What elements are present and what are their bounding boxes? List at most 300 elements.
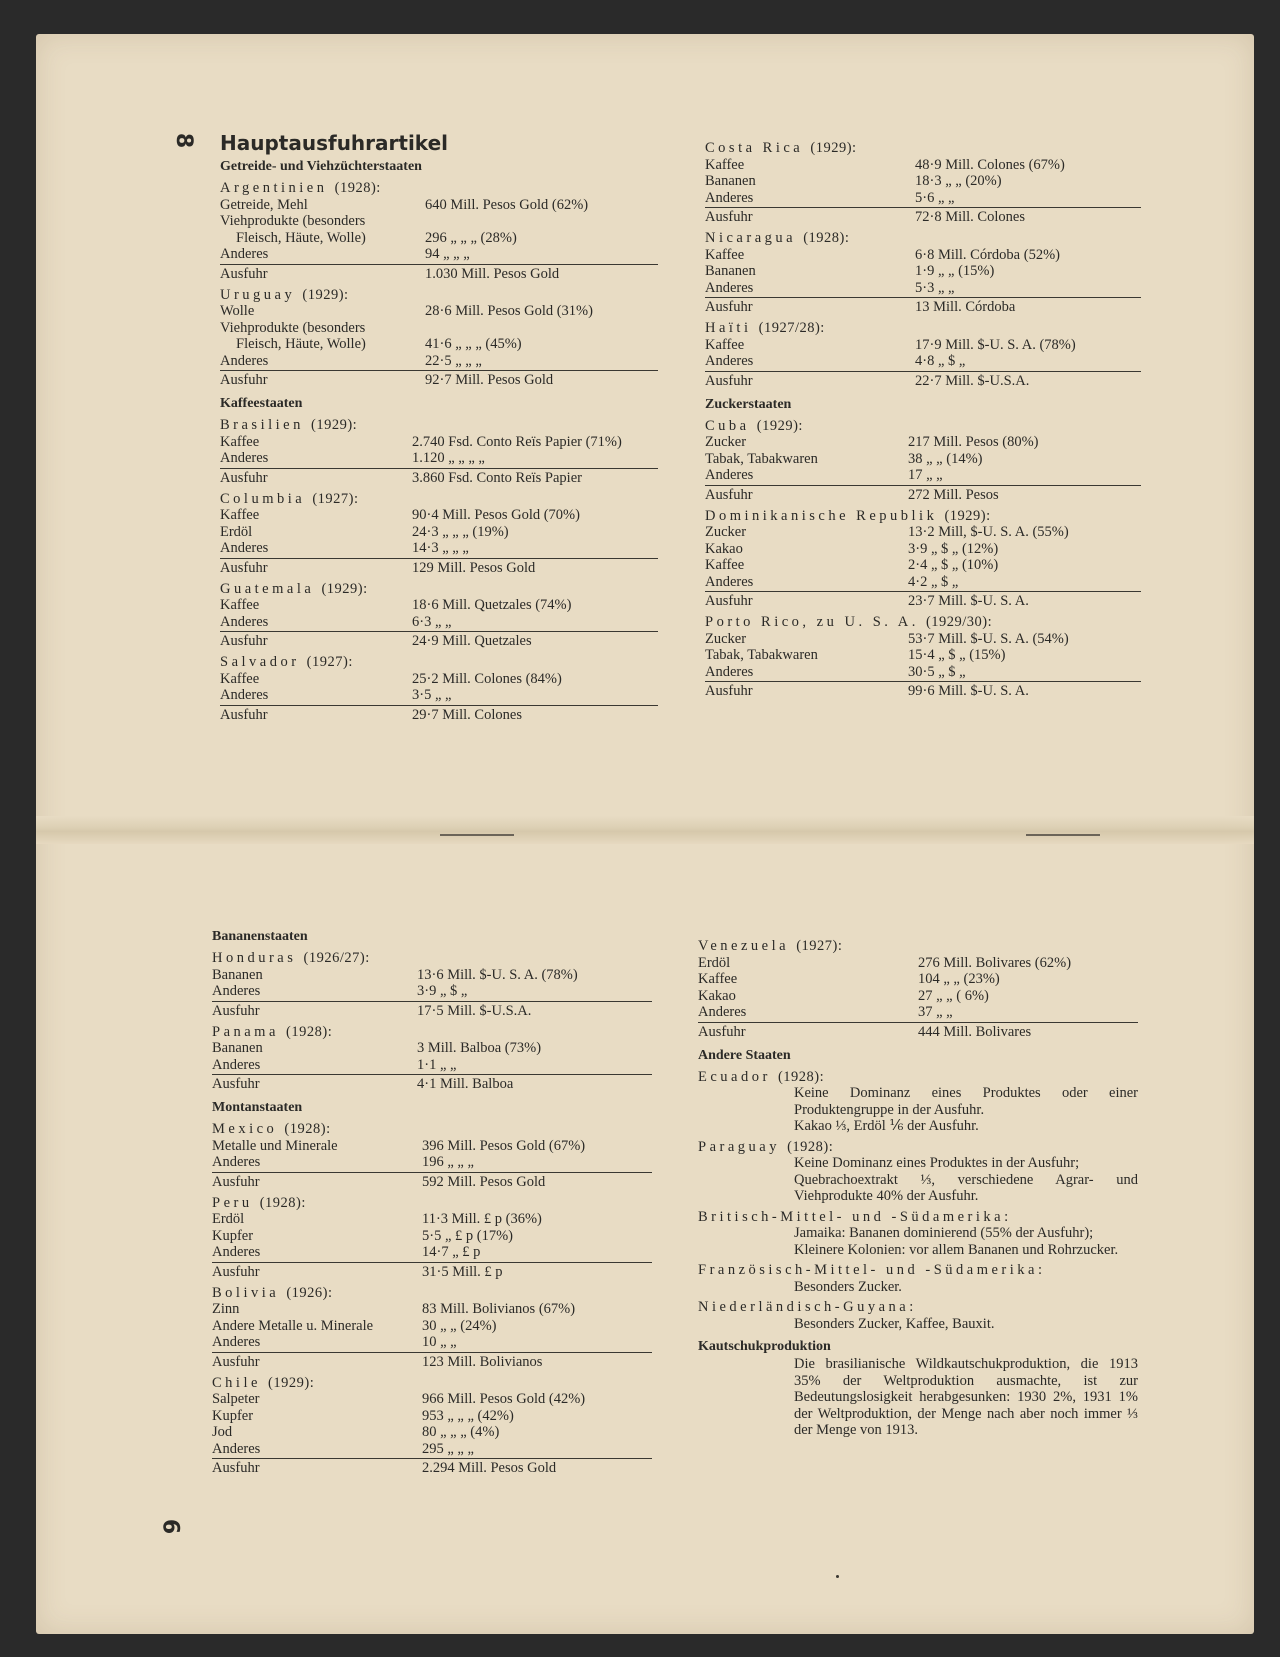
product-label: Anderes <box>705 353 754 369</box>
country-block <box>212 1195 652 1281</box>
export-total-value: 23·7 Mill. $-U. S. A. <box>908 593 1029 609</box>
country-block <box>705 140 1141 226</box>
export-total-row <box>705 591 1141 610</box>
country-block <box>705 614 1141 700</box>
product-value: 48·9 Mill. Colones (67%) <box>915 156 1065 173</box>
product-label: Metalle und Minerale <box>212 1137 338 1154</box>
product-value: 296 „ „ „ (28%) <box>425 229 517 246</box>
product-label: Anderes <box>705 189 754 206</box>
product-value: 3 Mill. Balboa (73%) <box>417 1040 542 1056</box>
product-value: 30 „ „ (24%) <box>422 1317 497 1334</box>
country-name <box>212 1121 652 1138</box>
country-block <box>705 418 1141 504</box>
country-year: (1928): <box>286 1023 333 1040</box>
product-label: Salpeter <box>212 1391 260 1407</box>
product-row <box>220 614 658 631</box>
country-name <box>212 950 652 967</box>
product-label: Anderes <box>212 983 261 999</box>
product-row <box>705 467 1141 484</box>
export-total-row <box>220 631 658 650</box>
product-value: 2.740 Fsd. Conto Reïs Papier (71%) <box>412 433 622 450</box>
export-total-row <box>212 1001 652 1020</box>
other-country-label: Ecuador <box>698 1068 771 1085</box>
product-label: Bananen <box>705 173 756 189</box>
product-label: Anderes <box>220 246 269 262</box>
product-value: 24·3 „ „ „ (19%) <box>412 523 509 540</box>
country-name <box>220 654 658 671</box>
section-heading-other-states: Andere Staaten <box>698 1047 791 1063</box>
product-value: 396 Mill. Pesos Gold (67%) <box>422 1137 586 1154</box>
product-label: Anderes <box>698 1004 747 1020</box>
other-country-name <box>698 1299 1138 1316</box>
product-label: Anderes <box>212 1154 261 1170</box>
product-row <box>212 1138 652 1155</box>
country-block <box>220 417 658 487</box>
product-row <box>705 157 1141 174</box>
product-label: Anderes <box>705 573 754 590</box>
country-label: Porto Rico, zu U. S. A. <box>705 614 919 630</box>
country-name <box>220 417 658 434</box>
product-row <box>220 524 658 541</box>
other-country-note: Quebrachoextrakt ⅓, verschiedene Agrar- und Viehprodukte 40% der Ausfuhr. <box>794 1171 1138 1204</box>
product-value: 5·3 „ „ <box>915 279 955 296</box>
country-label: Haïti <box>705 320 752 336</box>
country-year: (1928): <box>284 1121 331 1137</box>
product-row <box>705 190 1141 207</box>
country-label: Guatemala <box>220 580 315 597</box>
product-value: 17·9 Mill. $-U. S. A. (78%) <box>915 336 1076 353</box>
product-label: Kaffee <box>705 156 745 173</box>
country-year: (1928): <box>334 180 381 196</box>
product-label: Anderes <box>212 1056 261 1073</box>
product-value: 83 Mill. Bolivianos (67%) <box>422 1301 576 1317</box>
product-value: 30·5 „ $ „ <box>908 663 966 680</box>
product-label: Zucker <box>705 524 747 540</box>
product-label: Anderes <box>705 279 754 296</box>
product-label: Fleisch, Häute, Wolle) <box>236 336 366 352</box>
product-row <box>220 320 658 337</box>
export-total-row <box>212 1172 652 1191</box>
product-value: 196 „ „ „ <box>422 1154 474 1170</box>
product-label: Viehprodukte (besonders <box>220 319 366 336</box>
product-value: 18·6 Mill. Quetzales (74%) <box>412 597 572 613</box>
country-year: (1929): <box>321 580 368 597</box>
product-label: Bananen <box>705 263 756 279</box>
export-total-row <box>212 1074 652 1093</box>
product-label: Anderes <box>220 352 269 369</box>
country-year: (1926/27): <box>303 950 370 966</box>
export-total-row <box>705 371 1141 390</box>
product-value: 37 „ „ <box>918 1004 953 1020</box>
product-row <box>220 450 658 467</box>
product-label: Kaffee <box>705 246 745 263</box>
other-states-list <box>698 1069 1138 1333</box>
product-label: Anderes <box>212 1334 261 1350</box>
product-label: Anderes <box>220 687 269 703</box>
product-value: 38 „ „ (14%) <box>908 450 983 467</box>
country-label: Panama <box>212 1023 279 1040</box>
country-block <box>220 581 658 651</box>
product-row <box>705 173 1141 190</box>
export-total-row <box>220 370 658 389</box>
export-total-value: 13 Mill. Córdoba <box>915 299 1016 315</box>
product-label: Anderes <box>220 450 269 466</box>
country-block <box>220 654 658 724</box>
country-block <box>220 491 658 577</box>
product-value: 5·5 „ £ p (17%) <box>422 1227 514 1244</box>
product-row <box>220 197 658 214</box>
product-row <box>212 1211 652 1228</box>
country-label: Columbia <box>220 490 306 507</box>
product-row <box>212 967 652 984</box>
upper-left-column <box>220 130 658 728</box>
product-row <box>705 631 1141 648</box>
country-label: Brasilien <box>220 417 304 433</box>
product-row <box>212 1228 652 1245</box>
product-row <box>705 647 1141 664</box>
country-year: (1927/28): <box>758 320 825 336</box>
country-year: (1929): <box>810 140 857 156</box>
export-total-label: Ausfuhr <box>220 265 268 282</box>
product-value: 2·4 „ $ „ (10%) <box>908 557 999 573</box>
export-total-value: 272 Mill. Pesos <box>908 486 999 503</box>
country-block <box>212 1375 652 1478</box>
product-label: Erdöl <box>212 1211 245 1227</box>
product-label: Kupfer <box>212 1407 254 1424</box>
export-total-row <box>220 705 658 724</box>
export-total-value: 4·1 Mill. Balboa <box>417 1076 514 1092</box>
product-row <box>705 524 1141 541</box>
country-name <box>705 140 1141 157</box>
country-name <box>220 287 658 304</box>
product-value: 3·9 „ $ „ <box>417 983 468 999</box>
section-heading-banana: Bananenstaaten <box>212 929 308 944</box>
page-dot <box>836 1575 839 1578</box>
export-total-value: 22·7 Mill. $-U.S.A. <box>915 372 1030 389</box>
product-value: 6·3 „ „ <box>412 613 452 630</box>
product-label: Anderes <box>212 1440 261 1457</box>
product-row <box>212 1040 652 1057</box>
export-total-value: 129 Mill. Pesos Gold <box>412 559 536 576</box>
lower-right-column <box>698 934 1138 1439</box>
product-value: 18·3 „ „ (20%) <box>915 173 1002 189</box>
other-country-label: Paraguay <box>698 1138 780 1155</box>
product-value: 640 Mill. Pesos Gold (62%) <box>425 196 589 213</box>
product-label: Kaffee <box>705 557 745 573</box>
export-total-row <box>220 558 658 577</box>
product-value: 3·9 „ $ „ (12%) <box>908 540 999 557</box>
product-row <box>705 557 1141 574</box>
product-label: Kaffee <box>705 336 745 353</box>
export-total-label: Ausfuhr <box>705 683 753 699</box>
export-total-label: Ausfuhr <box>220 372 268 388</box>
product-row <box>212 1391 652 1408</box>
product-row <box>220 336 658 353</box>
product-value: 1·9 „ „ (15%) <box>915 263 995 279</box>
country-year: (1927): <box>306 654 353 670</box>
product-value: 104 „ „ (23%) <box>918 971 1000 987</box>
country-block <box>212 1024 652 1094</box>
section-heading-rubber: Kautschukproduktion <box>698 1339 831 1354</box>
product-row <box>212 1301 652 1318</box>
product-label: Viehprodukte (besonders <box>220 213 366 229</box>
product-value: 90·4 Mill. Pesos Gold (70%) <box>412 507 580 523</box>
page-fold <box>36 816 1254 844</box>
country-year: (1929): <box>944 507 991 524</box>
product-row <box>212 1408 652 1425</box>
country-year: (1929): <box>756 417 803 434</box>
country-label: Argentinien <box>220 180 328 196</box>
product-value: 1.120 „ „ „ „ <box>412 450 485 466</box>
export-total-value: 3.860 Fsd. Conto Reïs Papier <box>412 469 582 486</box>
product-label: Zinn <box>212 1301 240 1317</box>
country-block <box>212 950 652 1020</box>
country-label: Dominikanische Republik <box>705 507 938 524</box>
lower-left-column <box>212 928 652 1481</box>
product-value: 17 „ „ <box>908 467 943 483</box>
product-label: Bananen <box>212 1040 263 1056</box>
export-total-label: Ausfuhr <box>212 1076 260 1092</box>
product-label: Kaffee <box>220 433 260 450</box>
export-total-label: Ausfuhr <box>705 372 753 389</box>
export-total-label: Ausfuhr <box>705 486 753 503</box>
product-row <box>212 983 652 1000</box>
country-year: (1929): <box>310 417 358 433</box>
product-row <box>698 1004 1138 1021</box>
product-value: 13·2 Mill, $-U. S. A. (55%) <box>908 524 1069 540</box>
country-year: (1929): <box>268 1374 315 1391</box>
country-block <box>212 1121 652 1191</box>
country-name <box>212 1024 652 1041</box>
product-label: Kakao <box>698 987 736 1004</box>
export-total-label: Ausfuhr <box>705 209 753 225</box>
export-total-value: 92·7 Mill. Pesos Gold <box>425 372 554 388</box>
product-row <box>698 971 1138 988</box>
section-heading-grain-cattle: Getreide- und Viehzüchterstaaten <box>220 159 422 174</box>
export-total-value: 444 Mill. Bolivares <box>918 1023 1032 1040</box>
product-value: 295 „ „ „ <box>422 1440 474 1457</box>
product-label: Kupfer <box>212 1227 254 1244</box>
product-label: Anderes <box>212 1244 261 1260</box>
country-block <box>212 1285 652 1371</box>
product-label: Kaffee <box>220 597 260 613</box>
product-value: 53·7 Mill. $-U. S. A. (54%) <box>908 630 1069 647</box>
section-heading-mining: Montanstaaten <box>212 1100 303 1115</box>
product-value: 94 „ „ „ <box>425 246 470 262</box>
country-name <box>698 938 1138 955</box>
product-label: Anderes <box>220 540 269 556</box>
other-country-label: Französisch-Mittel- und -Südamerika: <box>698 1262 1046 1278</box>
other-country-note: Keine Dominanz eines Produktes in der Ausfuhr; <box>794 1155 1080 1171</box>
other-country-label: Britisch-Mittel- und -Südamerika: <box>698 1208 1012 1225</box>
export-total-row <box>698 1022 1138 1041</box>
country-name <box>705 320 1141 337</box>
product-label: Tabak, Tabakwaren <box>705 647 818 663</box>
product-value: 966 Mill. Pesos Gold (42%) <box>422 1391 586 1407</box>
product-value: 25·2 Mill. Colones (84%) <box>412 670 562 687</box>
export-total-value: 72·8 Mill. Colones <box>915 209 1025 225</box>
product-row <box>212 1441 652 1458</box>
product-row <box>705 541 1141 558</box>
export-total-label: Ausfuhr <box>212 1460 260 1476</box>
product-row <box>212 1057 652 1074</box>
export-total-row <box>705 297 1141 316</box>
export-total-row <box>705 485 1141 504</box>
country-label: Peru <box>212 1194 253 1211</box>
export-total-value: 99·6 Mill. $-U. S. A. <box>908 683 1029 699</box>
country-name <box>220 180 658 197</box>
product-row <box>705 263 1141 280</box>
product-row <box>212 1334 652 1351</box>
section-heading-coffee: Kaffeestaaten <box>220 396 303 411</box>
product-row <box>212 1154 652 1171</box>
export-total-value: 29·7 Mill. Colones <box>412 706 522 723</box>
country-label: Costa Rica <box>705 140 804 156</box>
product-row <box>705 247 1141 264</box>
export-total-row <box>212 1262 652 1281</box>
country-name <box>212 1195 652 1212</box>
product-row <box>212 1424 652 1441</box>
country-block <box>705 320 1141 390</box>
product-label: Anderes <box>220 613 269 630</box>
other-country-note: Jamaika: Bananen dominierend (55% der Ausfuhr); <box>794 1225 1094 1241</box>
country-name <box>212 1285 652 1302</box>
country-label: Cuba <box>705 417 750 434</box>
export-total-label: Ausfuhr <box>705 299 753 315</box>
export-total-row <box>705 681 1141 700</box>
page-number-top: 8 <box>171 132 197 149</box>
product-row <box>220 540 658 557</box>
other-country-year: (1928): <box>787 1138 834 1155</box>
product-value: 80 „ „ „ (4%) <box>422 1424 500 1440</box>
product-label: Tabak, Tabakwaren <box>705 450 818 467</box>
country-name <box>705 508 1141 525</box>
product-value: 4·8 „ $ „ <box>915 353 966 369</box>
product-row <box>220 434 658 451</box>
country-block <box>220 287 658 390</box>
export-total-row <box>212 1458 652 1477</box>
country-name <box>212 1375 652 1392</box>
product-value: 14·3 „ „ „ <box>412 540 469 556</box>
product-row <box>220 213 658 230</box>
product-row <box>212 1318 652 1335</box>
product-row <box>220 597 658 614</box>
other-country-name <box>698 1139 1138 1156</box>
country-year: (1926): <box>286 1284 333 1301</box>
other-country-name <box>698 1209 1138 1226</box>
country-year: (1929/30): <box>925 614 993 630</box>
product-row <box>705 664 1141 681</box>
section-heading-sugar: Zuckerstaaten <box>705 396 792 412</box>
product-label: Anderes <box>705 663 754 680</box>
country-label: Chile <box>212 1374 261 1391</box>
country-label: Mexico <box>212 1121 278 1137</box>
product-label: Zucker <box>705 630 747 647</box>
export-total-label: Ausfuhr <box>705 593 753 609</box>
export-total-row <box>705 207 1141 226</box>
product-row <box>705 337 1141 354</box>
export-total-label: Ausfuhr <box>698 1023 746 1040</box>
product-label: Andere Metalle u. Minerale <box>212 1317 374 1334</box>
country-block <box>698 938 1138 1041</box>
other-country-label: Niederländisch-Guyana: <box>698 1299 917 1315</box>
product-value: 953 „ „ „ (42%) <box>422 1407 514 1424</box>
product-value: 1·1 „ „ <box>417 1056 457 1073</box>
country-label: Nicaragua <box>705 230 797 246</box>
product-value: 22·5 „ „ „ <box>425 352 482 369</box>
product-row <box>220 230 658 247</box>
product-value: 28·6 Mill. Pesos Gold (31%) <box>425 303 593 319</box>
product-value: 276 Mill. Bolivares (62%) <box>918 954 1072 971</box>
product-row <box>698 988 1138 1005</box>
country-name <box>220 491 658 508</box>
fold-mark-right <box>1026 834 1100 836</box>
country-name <box>220 581 658 598</box>
other-country-note: Kleinere Kolonien: vor allem Bananen und Rohrzucker. <box>794 1241 1119 1258</box>
other-country-note: Kakao ⅓, Erdöl ⅙ der Ausfuhr. <box>794 1118 979 1134</box>
country-label: Venezuela <box>698 938 790 954</box>
product-row <box>220 353 658 370</box>
product-value: 6·8 Mill. Córdoba (52%) <box>915 246 1060 263</box>
product-value: 4·2 „ $ „ <box>908 573 959 590</box>
product-value: 13·6 Mill. $-U. S. A. (78%) <box>417 966 578 983</box>
product-row <box>705 451 1141 468</box>
export-total-value: 1.030 Mill. Pesos Gold <box>425 265 560 282</box>
export-total-value: 2.294 Mill. Pesos Gold <box>422 1460 557 1476</box>
other-country-note: Besonders Zucker, Kaffee, Bauxit. <box>794 1315 995 1332</box>
product-label: Anderes <box>705 467 754 483</box>
product-label: Kaffee <box>220 670 260 687</box>
country-block <box>705 508 1141 611</box>
product-row <box>212 1244 652 1261</box>
product-label: Kakao <box>705 540 743 557</box>
product-value: 217 Mill. Pesos (80%) <box>908 434 1039 450</box>
product-row <box>220 687 658 704</box>
product-label: Erdöl <box>698 954 731 971</box>
country-block <box>705 230 1141 316</box>
product-label: Kaffee <box>220 507 260 523</box>
export-total-label: Ausfuhr <box>220 559 268 576</box>
fold-mark-left <box>440 834 514 836</box>
product-row <box>698 955 1138 972</box>
other-country-note: Besonders Zucker. <box>794 1278 902 1295</box>
product-row <box>220 507 658 524</box>
product-value: 15·4 „ $ „ (15%) <box>908 647 1006 663</box>
country-year: (1928): <box>259 1194 306 1211</box>
product-value: 3·5 „ „ <box>412 687 452 703</box>
upper-right-column <box>705 136 1141 704</box>
product-row <box>705 434 1141 451</box>
country-label: Bolivia <box>212 1284 280 1301</box>
country-year: (1927): <box>796 938 843 954</box>
country-label: Salvador <box>220 654 300 670</box>
product-row <box>220 303 658 320</box>
country-name <box>705 230 1141 247</box>
country-year: (1927): <box>312 490 359 507</box>
product-label: Fleisch, Häute, Wolle) <box>236 229 366 246</box>
export-total-label: Ausfuhr <box>212 1353 260 1370</box>
page-number-bottom: 9 <box>161 1518 187 1535</box>
export-total-row <box>212 1352 652 1371</box>
export-total-label: Ausfuhr <box>212 1002 260 1019</box>
export-total-value: 592 Mill. Pesos Gold <box>422 1173 546 1190</box>
country-name <box>705 418 1141 435</box>
country-label: Honduras <box>212 950 297 966</box>
export-total-row <box>220 264 658 283</box>
other-country-name <box>698 1262 1138 1279</box>
export-total-label: Ausfuhr <box>212 1263 260 1280</box>
product-row <box>220 671 658 688</box>
